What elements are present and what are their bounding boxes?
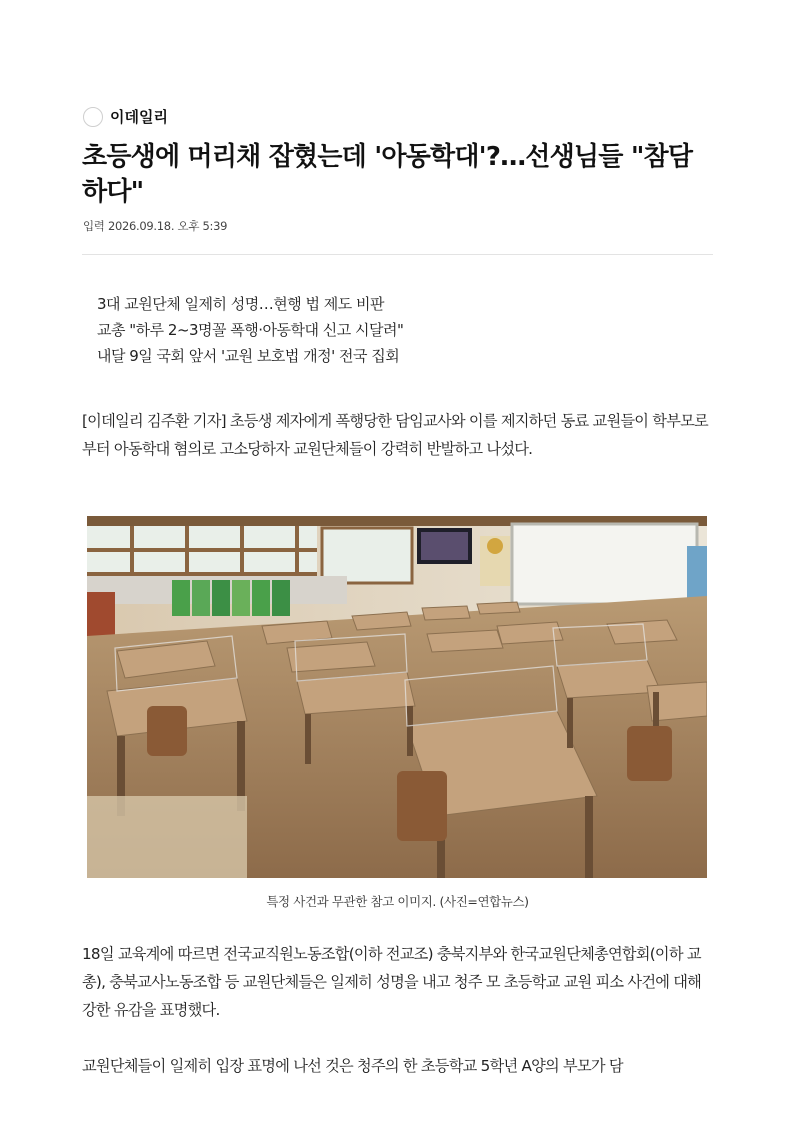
press-name: 이데일리 <box>110 108 168 126</box>
article-paragraph: 18일 교육계에 따르면 전국교직원노동조합(이하 전교조) 충북지부와 한국교원단체총연합회(이하 교총), 충북교사노동조합 등 교원단체들은 일제히 성명을 내고 청주 모 초등학교 교원 피소 사건에 대해 강한 유감을 표명했다. <box>82 945 702 1019</box>
photo-caption: 특정 사건과 무관한 참고 이미지. (사진=연합뉴스) <box>266 894 529 909</box>
article-summary <box>97 291 403 369</box>
article-photo <box>87 516 707 878</box>
summary-item: 3대 교원단체 일제히 성명…현행 법 제도 비판 <box>97 295 384 313</box>
press-logo <box>83 107 103 127</box>
article-dateline: 입력 2026.09.18. 오후 5:39 <box>83 219 228 233</box>
classroom-photo-illustration <box>87 516 707 878</box>
article-paragraph: [이데일리 김주환 기자] 초등생 제자에게 폭행당한 담임교사와 이를 제지하던 동료 교원들이 학부모로부터 아동학대 혐의로 고소당하자 교원단체들이 강력히 반발하고 나섰다. <box>82 412 708 458</box>
summary-item: 교총 "하루 2~3명꼴 폭행·아동학대 신고 시달려" <box>97 321 404 339</box>
summary-item: 내달 9일 국회 앞서 '교원 보호법 개정' 전국 집회 <box>97 347 400 365</box>
article-paragraph: 교원단체들이 일제히 입장 표명에 나선 것은 청주의 한 초등학교 5학년 A양의 부모가 담 <box>82 1057 623 1075</box>
header-divider <box>82 254 713 255</box>
press-brand[interactable] <box>83 106 168 127</box>
article-title: 초등생에 머리채 잡혔는데 '아동학대'?…선생님들 "참담하다" <box>82 142 693 207</box>
